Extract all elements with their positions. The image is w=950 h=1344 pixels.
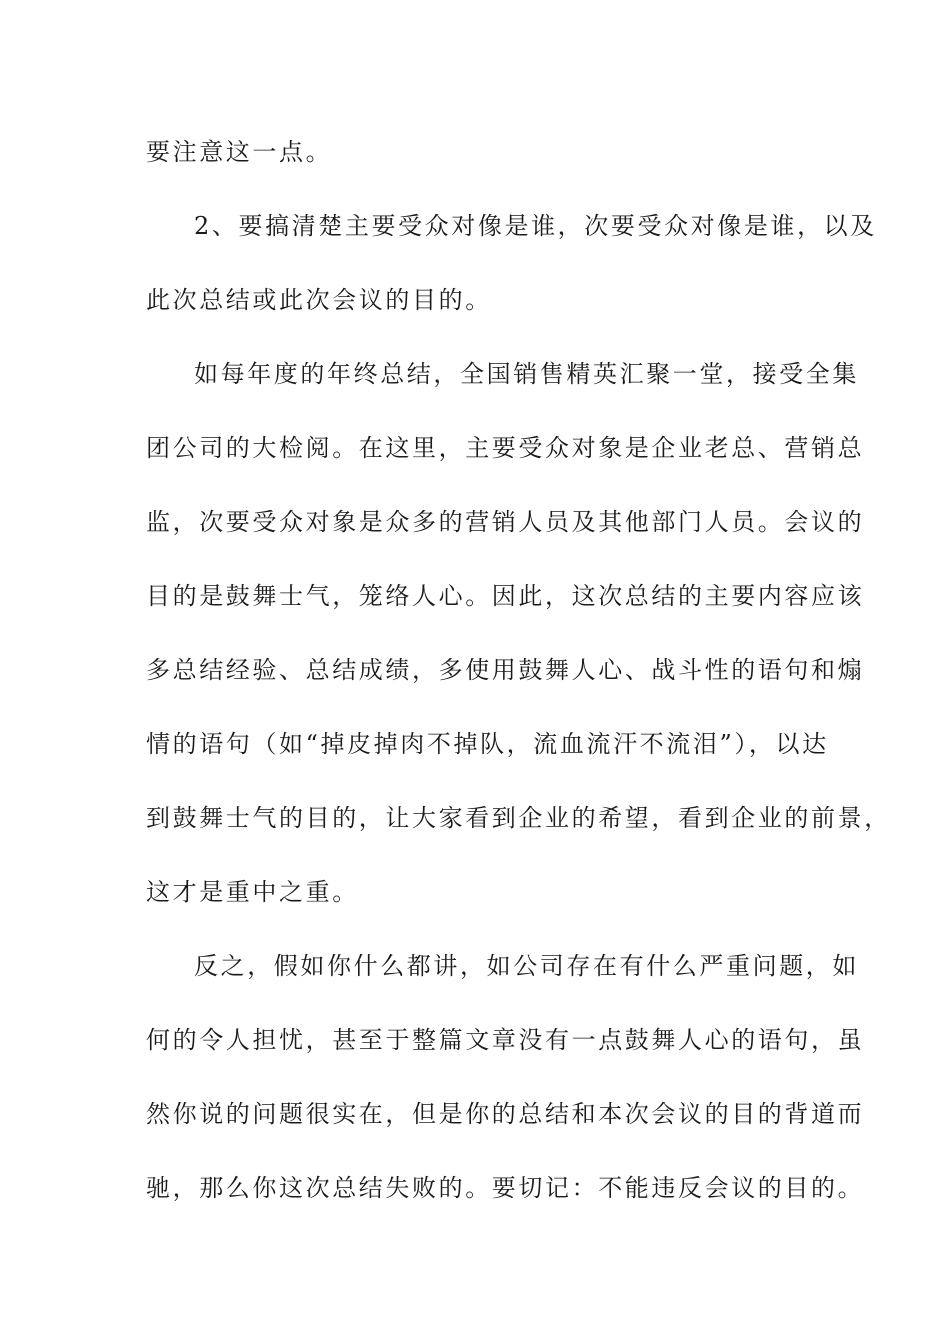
text-line: 反之，假如你什么都讲，如公司存在有什么严重问题，如: [194, 952, 859, 980]
text-line: 这才是重中之重。: [146, 878, 359, 906]
text-line: 然你说的问题很实在，但是你的总结和本次会议的目的背道而: [146, 1100, 865, 1128]
text-line: 如每年度的年终总结，全国销售精英汇聚一堂，接受全集: [194, 360, 859, 388]
text-line: 2、要搞清楚主要受众对像是谁，次要受众对像是谁，以及: [194, 212, 877, 240]
text-line: 何的令人担忧，甚至于整篇文章没有一点鼓舞人心的语句，虽: [146, 1026, 865, 1054]
text-line: 监，次要受众对象是众多的营销人员及其他部门人员。会议的: [146, 508, 865, 536]
text-line: 情的语句（如“掉皮掉肉不掉队，流血流汗不流泪”），以达: [146, 730, 829, 758]
text-line: 驰，那么你这次总结失败的。要切记：不能违反会议的目的。: [146, 1174, 865, 1202]
text-line: 多总结经验、总结成绩，多使用鼓舞人心、战斗性的语句和煽: [146, 656, 865, 684]
text-line: 到鼓舞士气的目的，让大家看到企业的希望，看到企业的前景，: [146, 804, 891, 832]
text-line: 目的是鼓舞士气，笼络人心。因此，这次总结的主要内容应该: [146, 582, 865, 610]
text-line: 要注意这一点。: [146, 138, 333, 166]
text-line: 团公司的大检阅。在这里，主要受众对象是企业老总、营销总: [146, 434, 865, 462]
text-line: 此次总结或此次会议的目的。: [146, 286, 492, 314]
